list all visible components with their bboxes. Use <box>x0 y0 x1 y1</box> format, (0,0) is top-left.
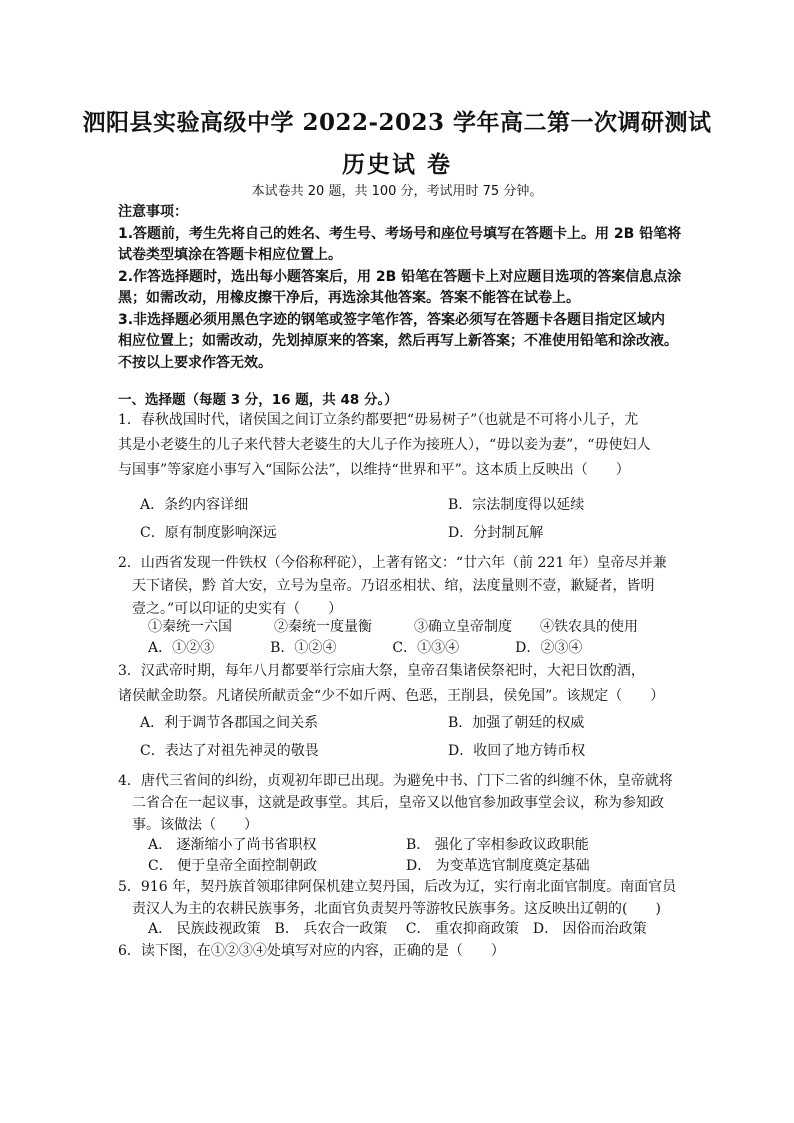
notes-line: 3.非选择题必须用黑色字迹的钢笔或签字笔作答，答案必须写在答题卡各题目指定区域内 <box>118 311 666 328</box>
notes-line: 1.答题前，考生先将自己的姓名、考生号、考场号和座位号填写在答题卡上。用 2B 铅笔将 <box>118 225 682 242</box>
question-2-items: ①秦统一六国 ②秦统一度量衡 ③确立皇帝制度 ④铁农具的使用 <box>148 619 638 635</box>
notes-line: 试卷类型填涂在答题卡相应位置上。 <box>118 247 342 263</box>
question-4-option-d: D． 为变革选官制度奠定基础 <box>406 858 590 874</box>
question-1-line: 与国事”等家庭小事写入“国际公法”，以维持“世界和平”。这本质上反映出（ ） <box>118 462 630 478</box>
exam-intro: 本试卷共 20 题，共 100 分，考试用时 75 分钟。 <box>251 184 543 199</box>
question-1-option-a: A．条约内容详细 <box>140 497 249 513</box>
question-2-choices: A．①②③ B．①②④ C．①③④ D．②③④ <box>148 640 583 656</box>
question-1-line: 其是小老婆生的儿子来代替大老婆生的大儿子作为接班人），“毋以妾为妻”，“毋使妇人 <box>118 437 651 453</box>
question-3-line: 诸侯献金助祭。凡诸侯所献贡金“少不如斤两、色恶，王削县，侯免国”。该规定（ ） <box>118 688 665 704</box>
question-4-option-b: B． 强化了宰相参政议政职能 <box>406 837 589 853</box>
notes-line: 相应位置上；如需改动，先划掉原来的答案，然后再写上新答案；不准使用铅笔和涂改液。 <box>118 333 678 349</box>
question-3-option-d: D．收回了地方铸币权 <box>448 743 586 759</box>
question-3 <box>118 659 688 709</box>
question-1 <box>118 408 688 483</box>
notes-block <box>118 202 688 374</box>
section-heading: 一、选择题（每题 3 分，16 题，共 48 分。） <box>118 392 398 408</box>
question-1-option-c: C．原有制度影响深远 <box>140 525 277 541</box>
question-6-line: 6．读下图，在①②③④处填写对应的内容，正确的是（ ） <box>118 943 505 959</box>
exam-title: 泗阳县实验高级中学 2022-2023 学年高二第一次调研测试 <box>82 109 712 136</box>
question-1-option-b: B．宗法制度得以延续 <box>448 497 585 513</box>
question-1-option-d: D．分封制瓦解 <box>448 525 544 541</box>
exam-subject: 历史试 卷 <box>341 151 452 178</box>
question-3-option-a: A．利于调节各郡国之间关系 <box>140 715 319 731</box>
question-5-choices: A． 民族歧视政策 B． 兵农合一政策 C． 重农抑商政策 D． 因俗而治政策 <box>148 921 647 937</box>
question-2-line: 壹之。”可以印证的史实有（ ） <box>118 601 343 617</box>
notes-line: 黑；如需改动，用橡皮擦干净后，再选涂其他答案。答案不能答在试卷上。 <box>118 290 580 306</box>
question-2 <box>118 552 688 621</box>
question-6 <box>118 940 688 962</box>
question-3-line: 3．汉武帝时期，每年八月都要举行宗庙大祭，皇帝召集诸侯祭祀时，大祀日饮酌酒， <box>118 663 645 679</box>
notes-line: 2.作答选择题时，选出每小题答案后，用 2B 铅笔在答题卡上对应题目选项的答案信息点涂 <box>118 268 682 285</box>
question-4 <box>118 770 688 836</box>
question-3-option-c: C．表达了对祖先神灵的敬畏 <box>140 743 319 759</box>
question-5-line: 责汉人为主的农耕民族事务，北面官负责契丹等游牧民族事务。这反映出辽朝的( ) <box>118 901 661 917</box>
question-5-line: 5．916 年，契丹族首领耶律阿保机建立契丹国，后改为辽，实行南北面官制度。南面官员 <box>118 879 677 895</box>
notes-line: 不按以上要求作答无效。 <box>118 354 272 371</box>
question-4-option-c: C． 便于皇帝全面控制朝政 <box>148 858 318 874</box>
question-5 <box>118 876 688 920</box>
question-3-option-b: B．加强了朝廷的权威 <box>448 715 585 731</box>
question-4-option-a: A． 逐渐缩小了尚书省职权 <box>148 837 317 853</box>
question-4-line: 4．唐代三省间的纠纷，贞观初年即已出现。为避免中书、门下二省的纠缠不休，皇帝就将 <box>118 773 673 789</box>
notes-heading: 注意事项： <box>118 204 188 220</box>
question-2-line: 天下诸侯，黔 首大安，立号为皇帝。乃诏丞相状、绾，法度量则不壹，歉疑者，皆明 <box>118 578 655 594</box>
question-4-line: 二省合在一起议事，这就是政事堂。其后，皇帝又以他官参加政事堂会议，称为参知政 <box>118 795 664 811</box>
question-2-line: 2．山西省发现一件铁权（今俗称秤砣），上著有铭文：“廿六年（前 221 年）皇帝尽并兼 <box>118 555 667 571</box>
question-1-line: 1．春秋战国时代，诸侯国之间订立条约都要把“毋易树子”（也就是不可将小儿子，尤 <box>118 412 639 428</box>
question-4-line: 事。该做法（ ） <box>118 817 258 833</box>
